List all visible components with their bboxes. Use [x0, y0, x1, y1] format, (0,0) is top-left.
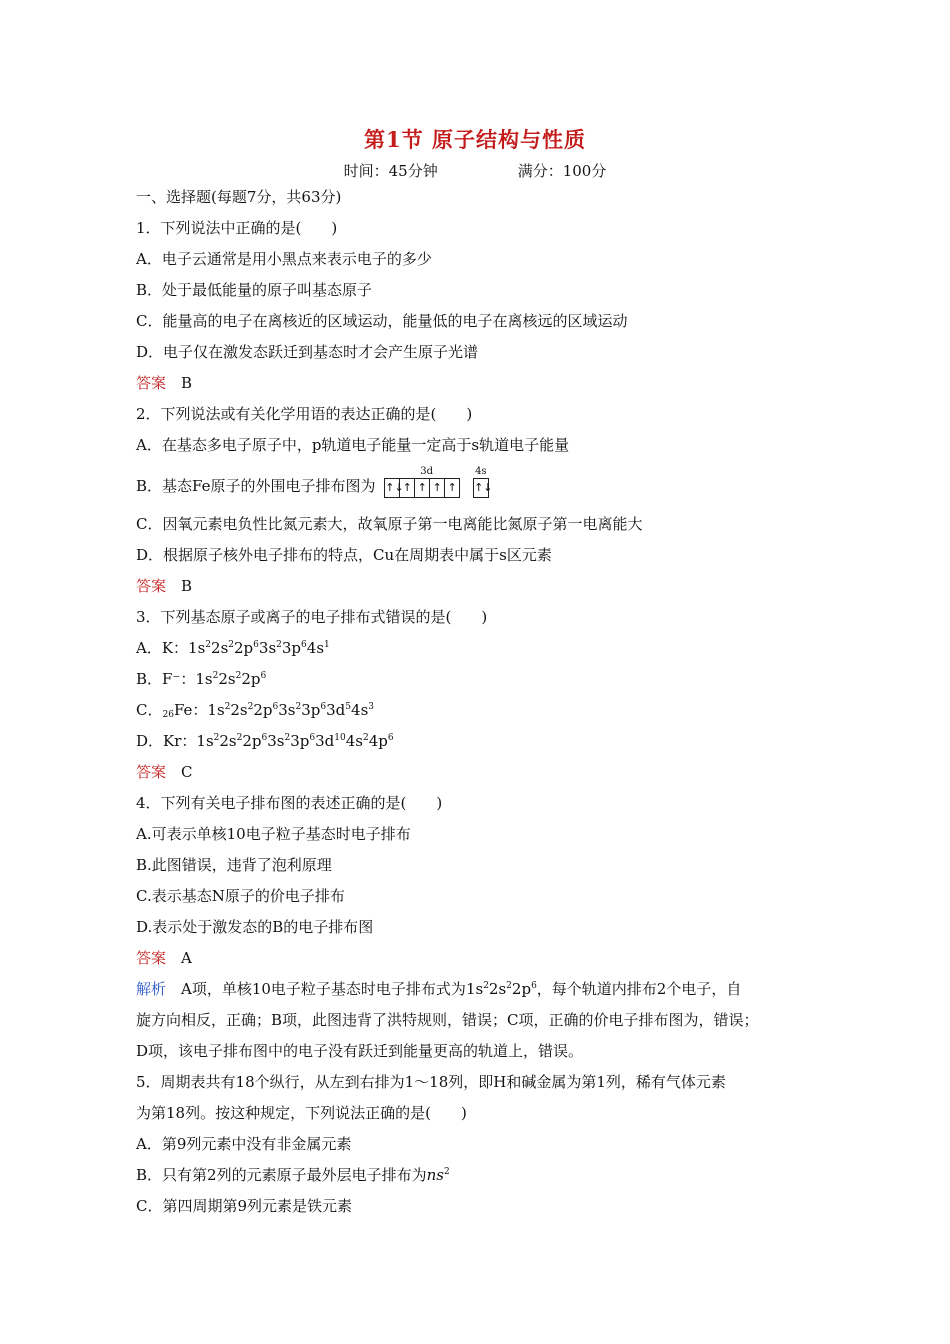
orbital-3d [384, 466, 460, 498]
q3-stem: 3．下列基态原子或离子的电子排布式错误的是( ) [136, 608, 488, 626]
answer-label: 答案 [136, 374, 167, 392]
q2-option-d: D．根据原子核外电子排布的特点，Cu在周期表中属于s区元素 [136, 546, 552, 564]
q2-option-b [136, 466, 493, 498]
option-prefix: C． [136, 701, 163, 719]
orbital-box: ↑↓ [474, 481, 493, 494]
q2-stem: 2．下列说法或有关化学用语的表达正确的是( ) [136, 405, 473, 423]
q3-option-d: D．Kr：$1s^22s^22p^63s^23p^63d^{10}4s^24p^6$ [136, 732, 394, 750]
q4-option-c: C.表示基态N原子的价电子排布 [136, 887, 345, 905]
explanation-label: 解析 [136, 980, 167, 998]
answer-value: C [181, 763, 193, 781]
orbital-box: ↑ [400, 479, 415, 497]
q3-option-a: A．K：$1s^22s^22p^63s^23p^64s^1$ [136, 639, 330, 657]
q4-answer [136, 948, 192, 968]
ns-term: ns [426, 1166, 444, 1184]
q2-answer [136, 576, 192, 596]
time-limit: 时间：45分钟 [343, 162, 438, 180]
option-prefix: A．K： [136, 639, 189, 657]
q5-stem-line-1: 5．周期表共有18个纵行，从左到右排为1～18列，即H和碱金属为第1列，稀有气体元素 [136, 1073, 726, 1091]
q1-option-b: B．处于最低能量的原子叫基态原子 [136, 281, 373, 299]
q5-option-b: B．只有第2列的元素原子最外层电子排布为$ns^2$ [136, 1166, 450, 1184]
explanation-text: A项，单核10电子粒子基态时电子排布式为 [166, 980, 466, 998]
q4-stem: 4．下列有关电子排布图的表述正确的是( ) [136, 794, 443, 812]
q4-explanation-line-3: D项，该电子排布图中的电子没有跃迁到能量更高的轨道上，错误。 [136, 1042, 584, 1060]
q2-option-b-text: B．基态Fe原子的外围电子排布图为 [136, 477, 376, 495]
option-prefix: D．Kr： [136, 732, 197, 750]
orbital-3d-label: 3d [420, 466, 434, 477]
q1-option-a: A．电子云通常是用小黑点来表示电子的多少 [136, 250, 432, 268]
q4-option-d: D.表示处于激发态的B的电子排布图 [136, 918, 374, 936]
q3-option-b: B．F⁻：$1s^22s^22p^6$ [136, 670, 267, 688]
q4-explanation-line-1: 解析 A项，单核10电子粒子基态时电子排布式为$1s^22s^22p^6$，每个轨道内排布2个电子，自 [136, 980, 742, 998]
option-text: B．只有第2列的元素原子最外层电子排布为 [136, 1166, 427, 1184]
q5-option-c: C．第四周期第9列元素是铁元素 [136, 1197, 353, 1215]
explanation-text: ，每个轨道内排布2个电子，自 [536, 980, 742, 998]
answer-value: B [181, 577, 193, 595]
q5-option-a: A．第9列元素中没有非金属元素 [136, 1135, 352, 1153]
orbital-box: ↑ [447, 481, 457, 494]
orbital-box: ↑↓ [385, 479, 400, 497]
orbital-4s-label: 4s [475, 466, 487, 477]
q4-explanation-line-2: 旋方向相反，正确；B项，此图违背了洪特规则，错误；C项，正确的价电子排布图为，错误； [136, 1011, 759, 1029]
q4-option-b: B.此图错误，违背了泡利原理 [136, 856, 332, 874]
q5-stem-line-2: 为第18列。按这种规定，下列说法正确的是( ) [136, 1104, 467, 1122]
orbital-box: ↑ [415, 479, 430, 497]
q4-option-a: A.可表示单核10电子粒子基态时电子排布 [136, 825, 411, 843]
answer-label: 答案 [136, 949, 167, 967]
q1-option-d: D．电子仅在激发态跃迁到基态时才会产生原子光谱 [136, 343, 479, 361]
q3-answer [136, 762, 193, 782]
q1-answer [136, 373, 192, 393]
q2-option-c: C．因氧元素电负性比氮元素大，故氧原子第一电离能比氮原子第一电离能大 [136, 515, 643, 533]
section-heading: 一、选择题(每题7分，共63分) [136, 188, 342, 206]
q1-option-c: C．能量高的电子在离核近的区域运动，能量低的电子在离核远的区域运动 [136, 312, 628, 330]
answer-label: 答案 [136, 577, 167, 595]
answer-value: B [181, 374, 193, 392]
option-prefix: B．F⁻： [136, 670, 196, 688]
answer-value: A [181, 949, 192, 967]
orbital-4s [473, 466, 493, 498]
q3-option-c: C．$_{26}$Fe：$1s^22s^22p^63s^23p^63d^54s^3$ [136, 701, 375, 720]
full-score: 满分：100分 [517, 162, 607, 180]
element-symbol: Fe： [173, 701, 208, 719]
page-title: 第1节 原子结构与性质 [364, 127, 586, 152]
atomic-number: 26 [162, 710, 174, 720]
q2-option-a: A．在基态多电子原子中，p轨道电子能量一定高于s轨道电子能量 [136, 436, 570, 454]
exam-meta [0, 160, 950, 181]
answer-label: 答案 [136, 763, 167, 781]
q1-stem: 1．下列说法中正确的是( ) [136, 219, 338, 237]
orbital-box: ↑ [430, 479, 445, 497]
